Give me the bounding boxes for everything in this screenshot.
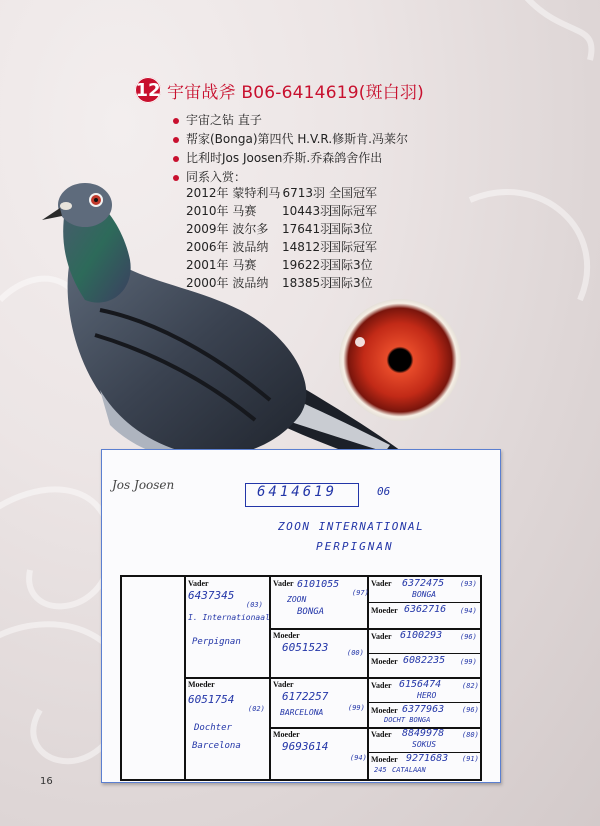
ring-number: 6414619	[257, 484, 338, 500]
dd-ring: 9693614	[282, 740, 329, 753]
honor-result: 国际冠军	[329, 204, 378, 218]
ddd-ring-year: (91)	[462, 755, 479, 763]
sire-note: I. Internationaal	[188, 613, 270, 622]
sds-label: Vader	[371, 632, 392, 641]
dsd-note: DOCHT BONGA	[384, 716, 431, 724]
dsd-label: Moeder	[371, 706, 398, 715]
dss-note: HERO	[417, 691, 437, 700]
ring-year: 06	[377, 485, 391, 498]
dss-ring-year: (82)	[462, 682, 479, 690]
sd-ring: 6051523	[282, 641, 329, 654]
sss-ring: 6372475	[402, 578, 445, 589]
sire-ring-year: (03)	[246, 601, 263, 609]
honor-bird-count: 17641羽	[282, 222, 333, 236]
ddd-label: Moeder	[371, 755, 398, 764]
ss-ring: 6101055	[297, 579, 340, 590]
ddd-prefix: 245	[374, 766, 387, 774]
honor-result: 国际3位	[329, 258, 373, 272]
honor-year-race: 2000年 波品纳	[186, 276, 269, 290]
dds-ring: 8849978	[402, 728, 445, 739]
sss-ring-year: (93)	[460, 580, 477, 588]
dam-note: Barcelona	[192, 741, 241, 751]
dsd-ring-year: (96)	[462, 706, 479, 714]
ssd-ring: 6362716	[404, 604, 447, 615]
dds-ring-year: (80)	[462, 731, 479, 739]
pigeon-header	[135, 77, 424, 103]
entry-number-badge: 12	[135, 77, 161, 103]
dss-ring: 6156474	[399, 679, 442, 690]
pedigree-divider	[367, 653, 480, 654]
honor-bird-count: 19622羽	[282, 258, 333, 272]
dd-ring-year: (94)	[350, 754, 367, 762]
page-number: 16	[40, 776, 53, 787]
sds-ring-year: (96)	[460, 633, 477, 641]
ss-note: BONGA	[297, 607, 325, 617]
honor-year-race: 2006年 波品纳	[186, 240, 269, 254]
sdd-label: Moeder	[371, 657, 398, 666]
description-item: 宇宙之钻 直子	[172, 111, 408, 130]
ds-note: BARCELONA	[280, 708, 324, 717]
honor-bird-count: 10443羽	[282, 204, 333, 218]
honor-result: 国际冠军	[329, 240, 378, 254]
ssd-label: Moeder	[371, 606, 398, 615]
pedigree-divider	[269, 727, 480, 729]
sire-note: Perpignan	[192, 637, 241, 647]
eye-closeup-photo	[338, 298, 462, 422]
dd-label: Moeder	[273, 730, 300, 739]
ddd-note: CATALAAN	[392, 766, 426, 774]
dam-ring-year: (02)	[248, 705, 265, 713]
owner-line-1: ZOON INTERNATIONAL	[278, 520, 425, 533]
ds-ring: 6172257	[282, 690, 329, 703]
honor-bird-count: 14812羽	[282, 240, 333, 254]
sdd-ring-year: (99)	[460, 658, 477, 666]
description-item: 帮家(Bonga)第四代 H.V.R.修斯肯.冯莱尔	[172, 130, 408, 149]
honor-result: 全国冠军	[329, 186, 378, 200]
honor-bird-count: 18385羽	[282, 276, 333, 290]
ss-label: Vader	[273, 579, 294, 588]
description-item: 同系入赏：	[172, 168, 408, 187]
honor-year-race: 2001年 马赛	[186, 258, 257, 272]
ddd-ring: 9271683	[406, 753, 449, 764]
dam-ring: 6051754	[188, 693, 235, 706]
dds-label: Vader	[371, 730, 392, 739]
owner-line-2: PERPIGNAN	[316, 540, 394, 553]
pedigree-divider	[367, 602, 480, 603]
sdd-ring: 6082235	[403, 655, 446, 666]
ss-ring-year: (97)	[352, 589, 369, 597]
ss-note: ZOON	[287, 595, 307, 604]
ssd-ring-year: (94)	[460, 607, 477, 615]
sss-label: Vader	[371, 579, 392, 588]
honor-year-race: 2012年 蒙特利马	[186, 186, 281, 200]
dam-label: Moeder	[188, 680, 215, 689]
sds-ring: 6100293	[400, 630, 443, 641]
honor-year-race: 2009年 波尔多	[186, 222, 269, 236]
honor-result: 国际3位	[329, 276, 373, 290]
breeder-stamp: Jos Joosen	[112, 478, 175, 492]
sss-note: BONGA	[412, 590, 437, 599]
description-item: 比利时Jos Joosen乔斯.乔森鸽舍作出	[172, 149, 408, 168]
dds-note: SOKUS	[412, 740, 437, 749]
sire-ring: 6437345	[188, 589, 235, 602]
pedigree-table	[120, 575, 482, 781]
sd-ring-year: (00)	[347, 649, 364, 657]
honor-bird-count: 6713羽	[282, 186, 325, 200]
honor-result: 国际3位	[329, 222, 373, 236]
dss-label: Vader	[371, 681, 392, 690]
honor-year-race: 2010年 马赛	[186, 204, 257, 218]
dam-note: Dochter	[194, 723, 232, 733]
sire-label: Vader	[188, 579, 209, 588]
pedigree-card	[101, 449, 501, 783]
sd-label: Moeder	[273, 631, 300, 640]
ds-ring-year: (99)	[348, 704, 365, 712]
ds-label: Vader	[273, 680, 294, 689]
pigeon-title: 宇宙战斧 B06-6414619(斑白羽)	[167, 82, 425, 103]
pedigree-divider	[367, 702, 480, 703]
dsd-ring: 6377963	[402, 704, 445, 715]
pedigree-divider	[269, 628, 480, 630]
